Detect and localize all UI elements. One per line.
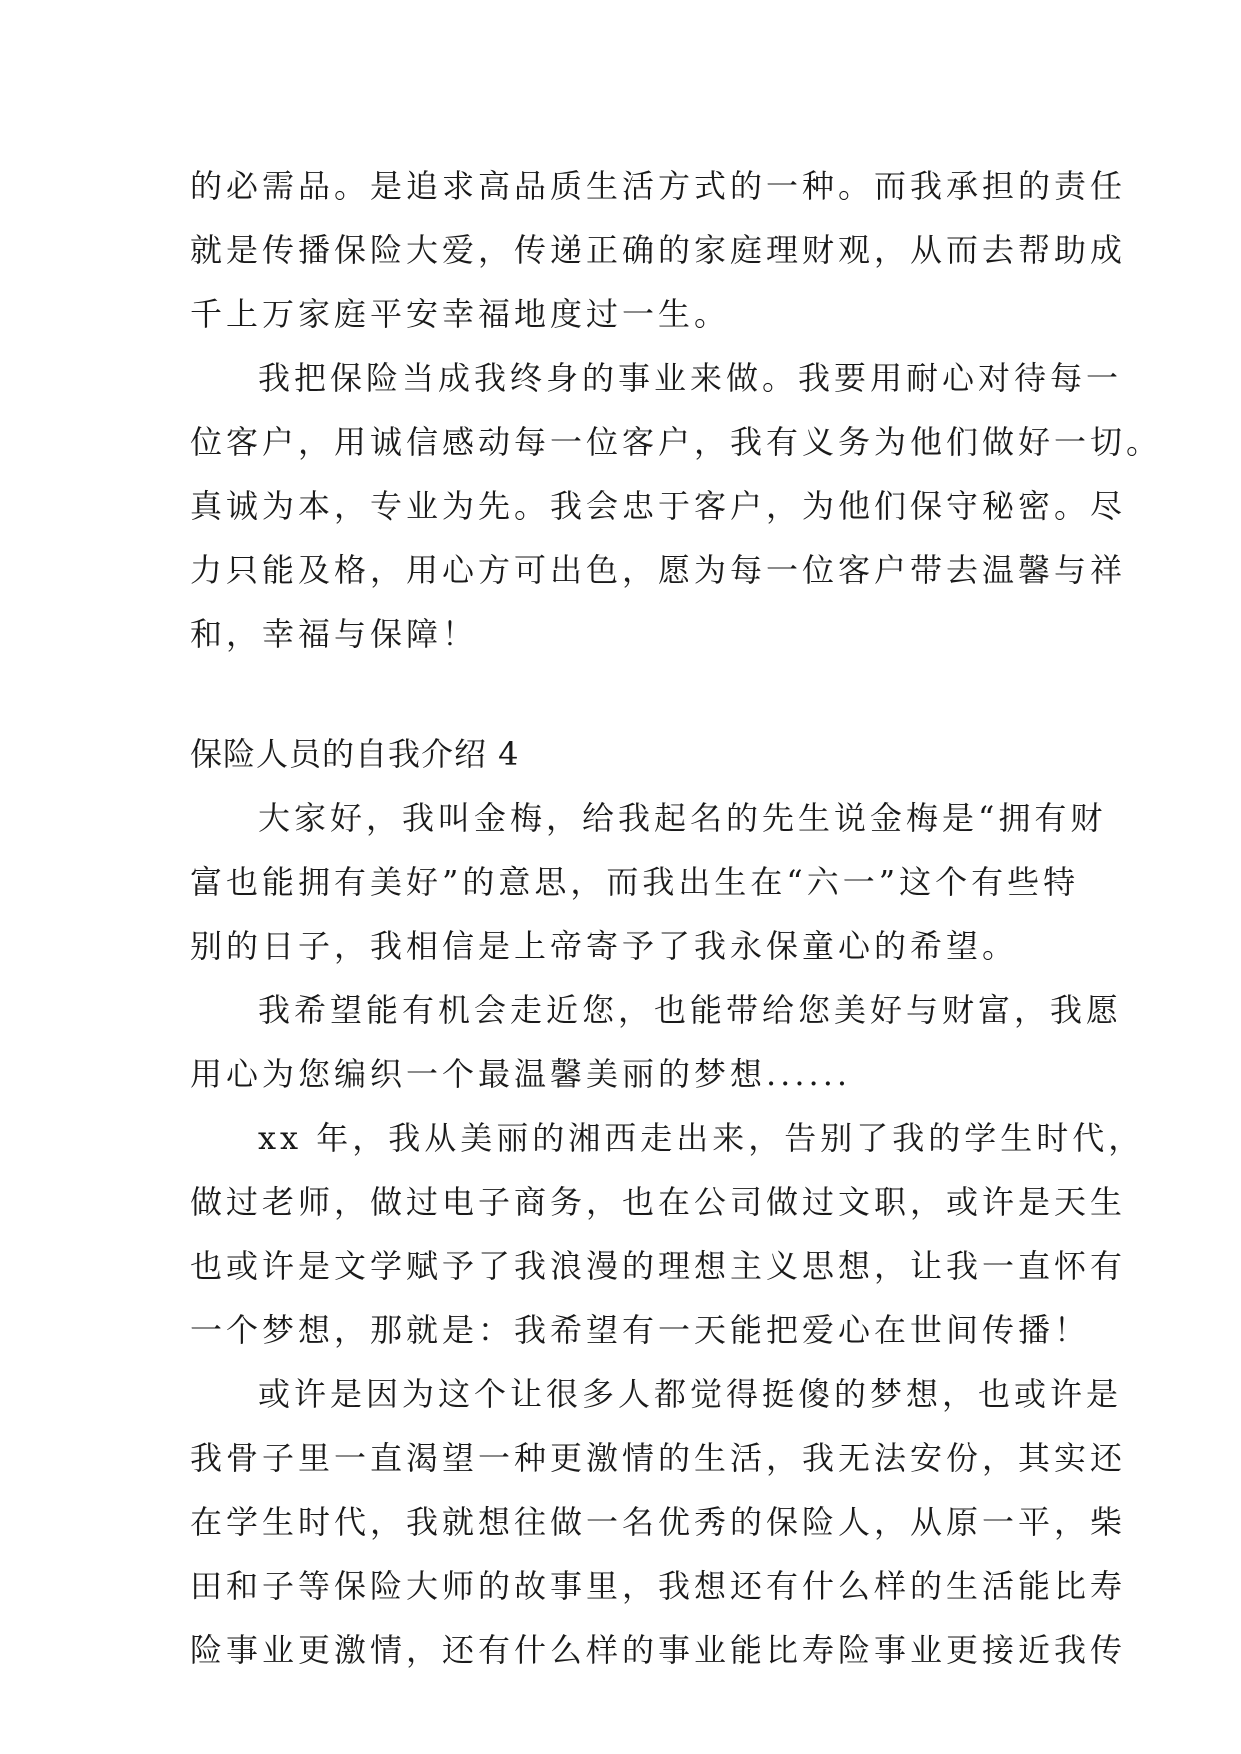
text-line: 也或许是文学赋予了我浪漫的理想主义思想，让我一直怀有 bbox=[190, 1247, 1127, 1285]
text-line: xx 年，我从美丽的湘西走出来，告别了我的学生时代， bbox=[258, 1119, 1145, 1157]
text-line: 一个梦想，那就是：我希望有一天能把爱心在世间传播！ bbox=[190, 1311, 1091, 1349]
text-line: 位客户，用诚信感动每一位客户，我有义务为他们做好一切。 bbox=[190, 423, 1163, 461]
text-line: 就是传播保险大爱，传递正确的家庭理财观，从而去帮助成 bbox=[190, 231, 1127, 269]
paragraph bbox=[190, 978, 1123, 1106]
section-heading: 保险人员的自我介绍 4 bbox=[190, 735, 520, 773]
text-line: 和，幸福与保障！ bbox=[190, 615, 479, 653]
text-line: 富也能拥有美好”的意思，而我出生在“六一”这个有些特 bbox=[190, 863, 1080, 901]
paragraph bbox=[190, 1106, 1145, 1362]
text-line: 千上万家庭平安幸福地度过一生。 bbox=[190, 295, 731, 333]
text-line: 田和子等保险大师的故事里，我想还有什么样的生活能比寿 bbox=[190, 1567, 1127, 1605]
paragraph-gap bbox=[190, 666, 1060, 722]
text-line: 力只能及格，用心方可出色，愿为每一位客户带去温馨与祥 bbox=[190, 551, 1127, 589]
text-line: 真诚为本，专业为先。我会忠于客户，为他们保守秘密。尽 bbox=[190, 487, 1127, 525]
paragraph bbox=[190, 786, 1107, 978]
document-body bbox=[190, 154, 1163, 1682]
paragraph bbox=[190, 346, 1163, 666]
paragraph bbox=[190, 154, 1127, 346]
text-line: 我希望能有机会走近您，也能带给您美好与财富，我愿 bbox=[258, 991, 1123, 1029]
text-line: 大家好，我叫金梅，给我起名的先生说金梅是“拥有财 bbox=[258, 799, 1107, 837]
text-line: 做过老师，做过电子商务，也在公司做过文职，或许是天生 bbox=[190, 1183, 1127, 1221]
text-line: 在学生时代，我就想往做一名优秀的保险人，从原一平，柴 bbox=[190, 1503, 1127, 1541]
text-line: 险事业更激情，还有什么样的事业能比寿险事业更接近我传 bbox=[190, 1631, 1127, 1669]
text-line: 的必需品。是追求高品质生活方式的一种。而我承担的责任 bbox=[190, 167, 1127, 205]
text-line: 我骨子里一直渴望一种更激情的生活，我无法安份，其实还 bbox=[190, 1439, 1127, 1477]
text-line: 我把保险当成我终身的事业来做。我要用耐心对待每一 bbox=[258, 359, 1123, 397]
text-line: 别的日子，我相信是上帝寄予了我永保童心的希望。 bbox=[190, 927, 1019, 965]
paragraph bbox=[190, 1362, 1127, 1682]
text-line: 用心为您编织一个最温馨美丽的梦想...... bbox=[190, 1055, 852, 1093]
text-line: 或许是因为这个让很多人都觉得挺傻的梦想，也或许是 bbox=[258, 1375, 1123, 1413]
